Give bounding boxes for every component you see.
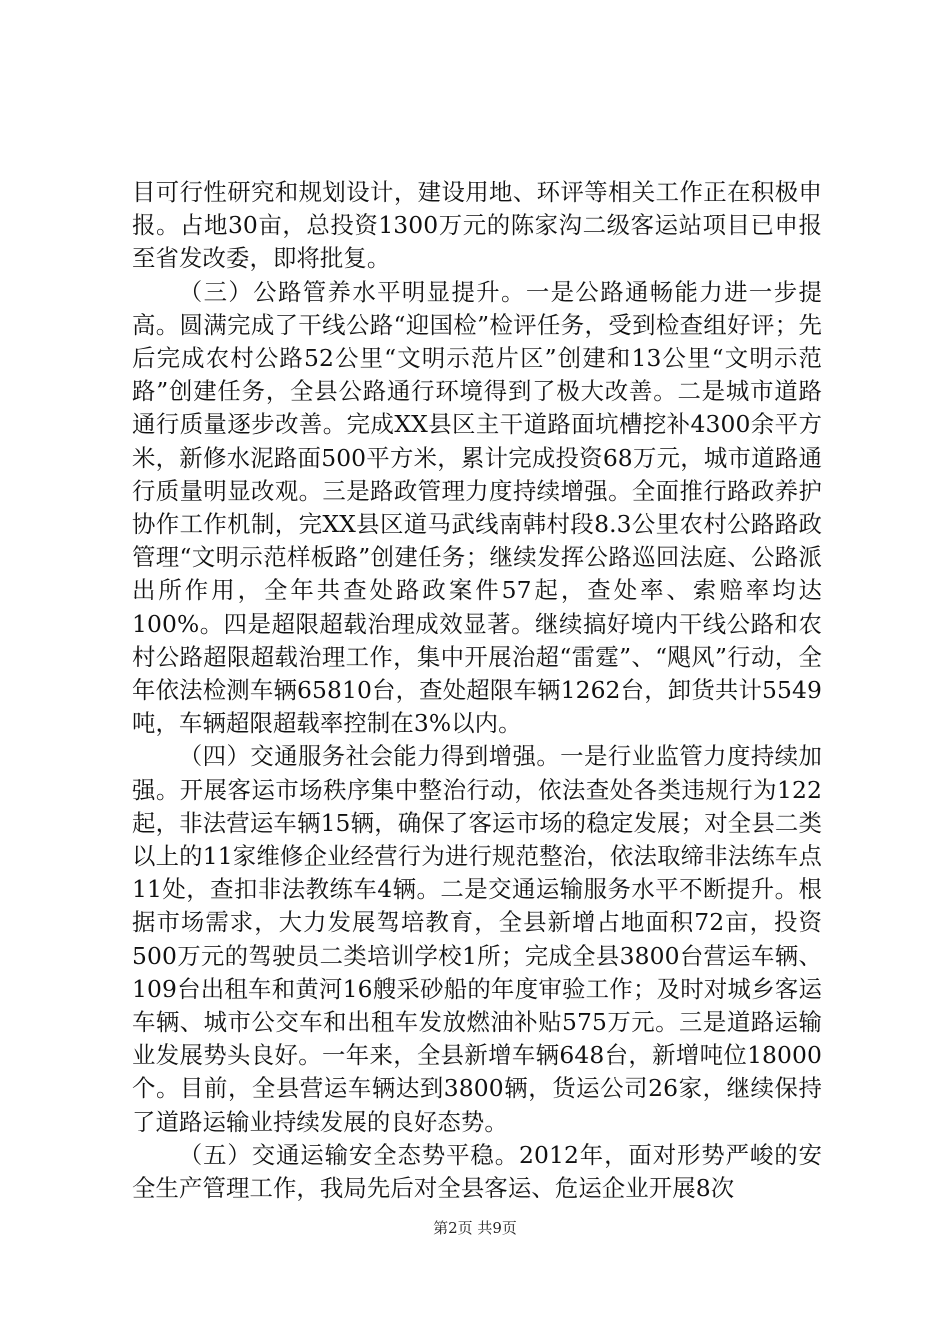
paragraph-section-five: （五）交通运输安全态势平稳。2012年，面对形势严峻的安全生产管理工作，我局先后对全县客运、危运企业开展8次 xyxy=(132,1140,822,1203)
paragraph-section-four: （四）交通服务社会能力得到增强。一是行业监管力度持续加强。开展客运市场秩序集中整治行动，依法查处各类违规行为122起，非法营运车辆15辆，确保了客运市场的稳定发展；对全县二类以上的11家维修企业经营行为进行规范整治，依法取缔非法练车点11处，查扣非法教练车4辆。二是交通运输服务水平不断提升。根据市场需求，大力发展驾培教育，全县新增占地面积72亩，投资500万元的驾驶员二类培训学校1所；完成全县3800台营运车辆、109台出租车和黄河16艘采砂船的年度审验工作；及时对城乡客运车辆、城市公交车和出租车发放燃油补贴575万元。三是道路运输业发展势头良好。一年来，全县新增车辆648台，新增吨位18000个。目前，全县营运车辆达到3800辆，货运公司26家，继续保持了道路运输业持续发展的良好态势。 xyxy=(132,742,822,1136)
page-footer: 第2页 共9页 xyxy=(433,1219,517,1237)
paragraph-section-three: （三）公路管养水平明显提升。一是公路通畅能力进一步提高。圆满完成了干线公路“迎国检”检评任务，受到检查组好评；先后完成农村公路52公里“文明示范片区”创建和13公里“文明示范路”创建任务，全县公路通行环境得到了极大改善。二是城市道路通行质量逐步改善。完成XX县区主干道路面坑槽挖补4300余平方米，新修水泥路面500平方米，累计完成投资68万元，城市道路通行质量明显改观。三是路政管理力度持续增强。全面推行路政养护协作工作机制，完XX县区道马武线南韩村段8.3公里农村公路路政管理“文明示范样板路”创建任务；继续发挥公路巡回法庭、公路派出所作用，全年共查处路政案件57起，查处率、索赔率均达100%。四是超限超载治理成效显著。继续搞好境内干线公路和农村公路超限超载治理工作，集中开展治超“雷霆”、“飓风”行动，全年依法检测车辆65810台，查处超限车辆1262台，卸货共计5549吨，车辆超限超载率控制在3%以内。 xyxy=(132,277,822,738)
paragraph-continuation: 目可行性研究和规划设计，建设用地、环评等相关工作正在积极申报。占地30亩，总投资1300万元的陈家沟二级客运站项目已申报至省发改委，即将批复。 xyxy=(132,178,822,273)
document-body xyxy=(132,176,822,1205)
